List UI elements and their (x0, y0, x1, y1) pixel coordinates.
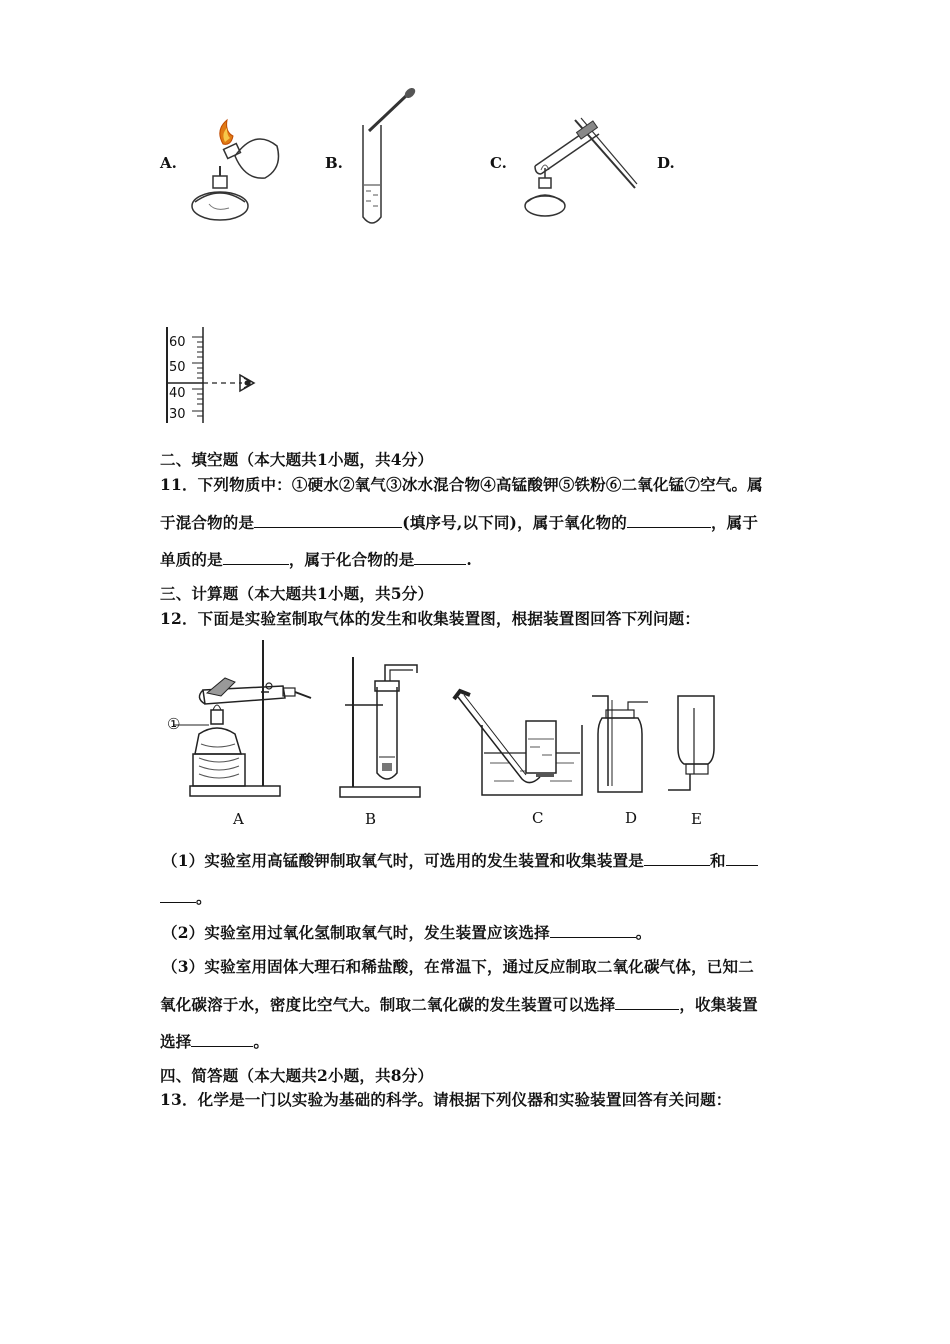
apparatus-e-inverted-bottle (660, 688, 730, 798)
question-12-part-3: （3）实验室用固体大理石和稀盐酸，在常温下，通过反应制取二氧化碳气体，已知二 (162, 957, 754, 976)
q11-text-part: 单质的是 (160, 550, 223, 569)
apparatus-label-c: C (532, 809, 544, 827)
question-12-part-2 (162, 921, 652, 943)
h2o2-generator-blank[interactable] (550, 923, 636, 938)
option-a-label: A. (160, 154, 177, 172)
heating-test-tube-illustration (515, 108, 640, 223)
collector-answer-blank-1[interactable] (726, 851, 758, 866)
q12-text-part: 和 (710, 851, 726, 870)
alcohol-lamp-lighting-illustration (185, 118, 290, 228)
question-12-part-1-cont (160, 886, 212, 908)
oxide-answer-blank[interactable] (627, 513, 711, 528)
q11-text-part: ，属于化合物的是 (288, 550, 415, 569)
q11-text-part: ，属于 (710, 513, 759, 532)
q12-text-part: 氧化碳溶于水，密度比空气大。制取二氧化碳的发生装置可以选择 (160, 995, 616, 1014)
tick-label: 30 (169, 407, 186, 422)
q12-text-part: 。 (635, 923, 652, 942)
q12-text-part: 。 (196, 888, 212, 907)
option-d-label: D. (657, 154, 675, 172)
apparatus-d-collecting-bottle (590, 688, 650, 798)
question-12-text: 12．下面是实验室制取气体的发生和收集装置图，根据装置图回答下列问题： (160, 609, 701, 628)
test-tube-with-dropper-illustration (355, 85, 425, 230)
q12-text-part: 。 (253, 1032, 270, 1051)
co2-generator-blank[interactable] (615, 995, 679, 1010)
q11-text-part: 于混合物的是 (160, 513, 255, 532)
section-4-heading: 四、简答题（本大题共2小题，共8分） (160, 1066, 434, 1085)
apparatus-label-b: B (365, 810, 377, 828)
q12-text-part: ，收集装置 (679, 995, 758, 1014)
tick-label: 60 (169, 335, 186, 350)
compound-answer-blank[interactable] (414, 550, 466, 565)
q12-text-part: 选择 (160, 1032, 192, 1051)
cylinder-tick-labels (169, 330, 186, 427)
q11-text-part: . (466, 550, 473, 569)
mixture-answer-blank[interactable] (254, 513, 402, 528)
option-b-label: B. (325, 154, 343, 172)
apparatus-label-a: A (233, 810, 244, 828)
question-11-line-2 (160, 511, 758, 533)
question-11-line-3 (160, 548, 472, 570)
q11-text-part: (填序号,以下同)，属于氧化物的 (402, 513, 627, 532)
question-13-text: 13．化学是一门以实验为基础的科学。请根据下列仪器和实验装置回答有关问题： (160, 1090, 732, 1109)
section-2-heading: 二、填空题（本大题共1小题，共4分） (160, 450, 434, 469)
question-12-part-1 (162, 849, 758, 871)
label-1-marker: ① (167, 715, 181, 733)
section-3-heading: 三、计算题（本大题共1小题，共5分） (160, 584, 434, 603)
co2-collector-blank[interactable] (191, 1032, 253, 1047)
apparatus-label-d: D (625, 809, 638, 827)
element-answer-blank[interactable] (223, 550, 289, 565)
tick-label: 50 (169, 360, 186, 375)
apparatus-label-e: E (691, 810, 702, 828)
apparatus-c-water-trough (450, 685, 590, 803)
apparatus-b-test-tube-stand (335, 655, 430, 803)
question-12-part-3-line-3 (160, 1030, 269, 1052)
q12-text-part: （1）实验室用高锰酸钾制取氧气时，可选用的发生装置和收集装置是 (162, 851, 644, 870)
apparatus-a-heating-setup (165, 638, 315, 803)
q12-text-part: （2）实验室用过氧化氢制取氧气时，发生装置应该选择 (162, 923, 550, 942)
generator-answer-blank[interactable] (644, 851, 710, 866)
question-11-text: 11．下列物质中：①硬水②氧气③冰水混合物④高锰酸钾⑤铁粉⑥二氧化锰⑦空气。属 (160, 475, 763, 494)
question-12-part-3-line-2 (160, 993, 758, 1015)
option-c-label: C. (490, 154, 507, 172)
tick-label: 40 (169, 386, 186, 401)
collector-answer-blank-2[interactable] (160, 888, 196, 903)
